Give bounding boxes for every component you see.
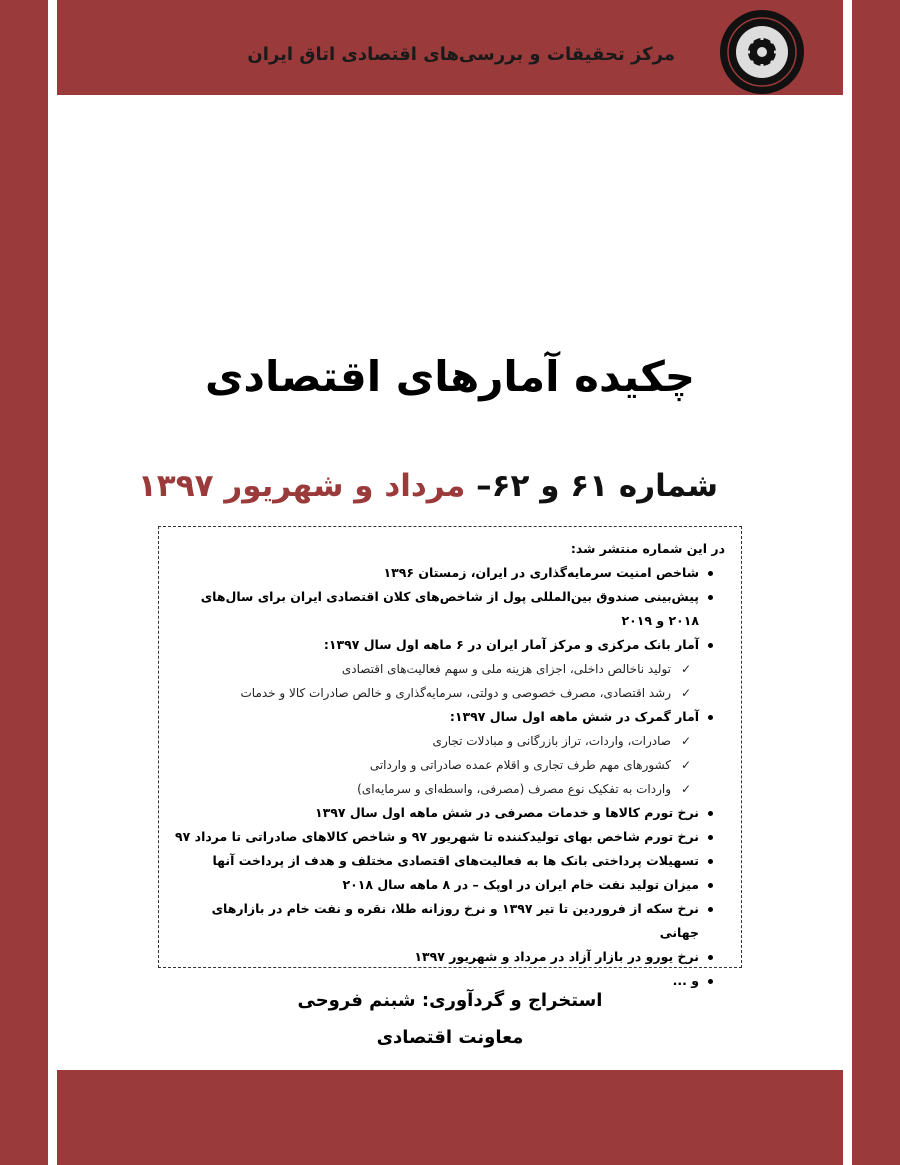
contents-item-text: آمار گمرک در شش ماهه اول سال ۱۳۹۷: [449, 709, 699, 724]
contents-subitem: ✓ تولید ناخالص داخلی، اجزای هزینه ملی و سهم فعالیت‌های اقتصادی [171, 657, 699, 681]
contents-item-text: نرخ سکه از فروردین تا تیر ۱۳۹۷ و نرخ روزانه طلا، نقره و نفت خام در بازارهای جهانی [211, 901, 699, 940]
footer-band [57, 1070, 843, 1165]
contents-subitem: ✓ رشد اقتصادی، مصرف خصوصی و دولتی، سرمایه‌گذاری و خالص صادرات کالا و خدمات [171, 681, 699, 705]
contents-item [171, 633, 725, 705]
chamber-seal-logo [718, 8, 806, 96]
department-name: معاونت اقتصادی [376, 1027, 524, 1048]
contents-item [171, 705, 725, 801]
contents-item-text: نرخ تورم کالاها و خدمات مصرفی در شش ماهه اول سال ۱۳۹۷ [314, 805, 699, 820]
contents-item-text: میزان تولید نفت خام ایران در اوپک – در ۸ ماهه سال ۲۰۱۸ [342, 877, 699, 892]
contents-sublist [171, 657, 699, 705]
document-title: چکیده آمارهای اقتصادی [204, 352, 696, 401]
contents-item-text: آمار بانک مرکزی و مرکز آمار ایران در ۶ ماهه اول سال ۱۳۹۷: [323, 637, 699, 652]
issue-number: شماره ۶۱ و ۶۲– [476, 468, 718, 504]
contents-item [171, 561, 725, 585]
contents-subitem: ✓ واردات به تفکیک نوع مصرف (مصرفی، واسطه‌ای و سرمایه‌ای) [171, 777, 699, 801]
contents-item [171, 825, 725, 849]
organization-name: مرکز تحقیقات و بررسی‌های اقتصادی اتاق ایران [247, 44, 675, 65]
contents-item-text: شاخص امنیت سرمایه‌گذاری در ایران، زمستان ۱۳۹۶ [383, 565, 699, 580]
contents-subitem: ✓ صادرات، واردات، تراز بازرگانی و مبادلات تجاری [171, 729, 699, 753]
contents-item [171, 897, 725, 945]
contents-list [171, 561, 725, 993]
contents-intro: در این شماره منتشر شد: [570, 541, 725, 556]
contents-item [171, 873, 725, 897]
contents-item-text: و ... [672, 973, 699, 988]
contents-item [171, 849, 725, 873]
contents-subitem: ✓ کشورهای مهم طرف تجاری و اقلام عمده صادراتی و وارداتی [171, 753, 699, 777]
contents-item-text: تسهیلات پرداختی بانک ها به فعالیت‌های اقتصادی مختلف و هدف از پرداخت آنها [212, 853, 699, 868]
contents-item [171, 945, 725, 969]
contents-item-text: نرخ تورم شاخص بهای تولیدکننده تا شهریور ۹۷ و شاخص کالاهای صادراتی تا مرداد ۹۷ [175, 829, 699, 844]
contents-sublist [171, 729, 699, 801]
contents-item-text: نرخ یورو در بازار آزاد در مرداد و شهریور ۱۳۹۷ [414, 949, 699, 964]
contents-item-text: پیش‌بینی صندوق بین‌المللی پول از شاخص‌های کلان اقتصادی ایران برای سال‌های ۲۰۱۸ و ۲۰۱۹ [200, 589, 699, 628]
compiler-credit: استخراج و گردآوری: شبنم فروحی [297, 990, 603, 1011]
contents-item [171, 585, 725, 633]
contents-item [171, 801, 725, 825]
issue-date: مرداد و شهریور ۱۳۹۷ [137, 468, 477, 504]
contents-box [158, 526, 742, 988]
issue-line [138, 468, 718, 504]
